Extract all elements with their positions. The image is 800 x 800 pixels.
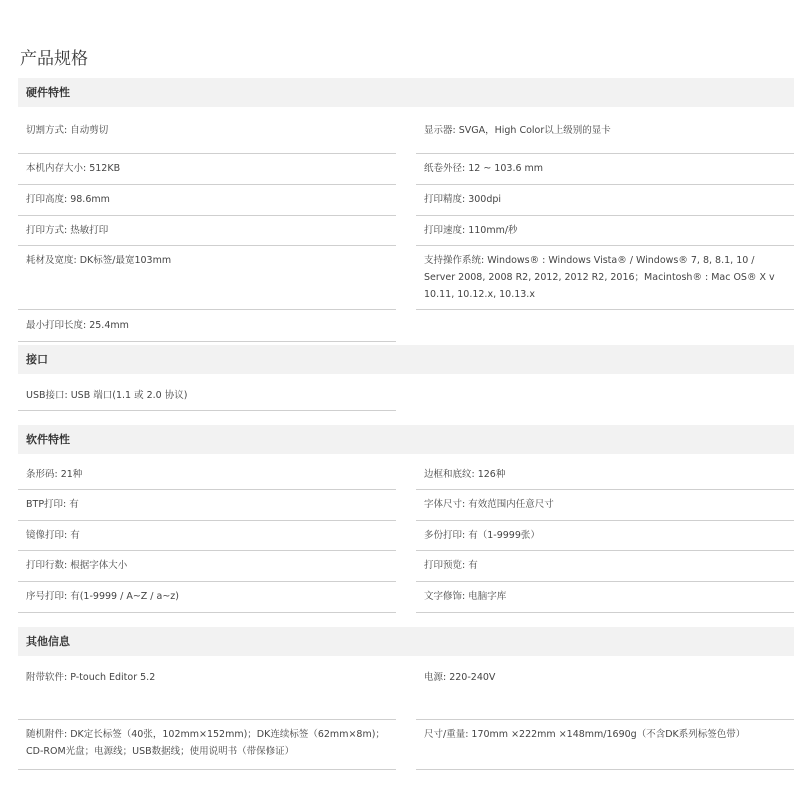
section-header-other: 其他信息 <box>18 627 794 656</box>
spec-item: 最小打印长度: 25.4mm <box>18 310 396 342</box>
spec-item: 字体尺寸: 有效范围内任意尺寸 <box>416 490 794 521</box>
spec-item: 切割方式: 自动剪切 <box>18 107 396 154</box>
spec-item: 支持操作系统: Windows® : Windows Vista® / Windows® 7, 8, 8.1, 10 / Server 2008, 2008 R2, 2012, 2012 R2, 2016；Macintosh® : Mac OS® X v 10.11, 10.12.x, 10.13.x <box>416 246 794 310</box>
spec-item: 显示器: SVGA，High Color以上级别的显卡 <box>416 107 794 154</box>
section-header-interface: 接口 <box>18 345 794 374</box>
spec-item: 打印方式: 热敏打印 <box>18 216 396 246</box>
spec-item: 条形码: 21种 <box>18 454 396 490</box>
spec-item: 多份打印: 有（1-9999张） <box>416 521 794 551</box>
spec-item: 边框和底纹: 126种 <box>416 454 794 490</box>
spec-item: 镜像打印: 有 <box>18 521 396 551</box>
spec-item: 文字修饰: 电脑字库 <box>416 582 794 613</box>
spec-item: USB接口: USB 端口(1.1 或 2.0 协议) <box>18 374 396 411</box>
spec-item: 打印高度: 98.6mm <box>18 185 396 216</box>
spec-item: 耗材及宽度: DK标签/最宽103mm <box>18 246 396 310</box>
section-hardware <box>18 78 794 331</box>
spec-item: 打印精度: 300dpi <box>416 185 794 216</box>
spec-item: 纸卷外径: 12 ~ 103.6 mm <box>416 154 794 185</box>
spec-item: 打印速度: 110mm/秒 <box>416 216 794 246</box>
spec-item: 序号打印: 有(1-9999 / A~Z / a~z) <box>18 582 396 613</box>
section-header-hardware: 硬件特性 <box>18 78 794 107</box>
section-software <box>18 425 794 602</box>
page-title: 产品规格 <box>20 49 88 69</box>
spec-item: 打印预览: 有 <box>416 551 794 582</box>
spec-item: 本机内存大小: 512KB <box>18 154 396 185</box>
spec-item: 附带软件: P-touch Editor 5.2 <box>18 656 396 720</box>
section-other <box>18 627 794 757</box>
section-header-software: 软件特性 <box>18 425 794 454</box>
spec-item: 尺寸/重量: 170mm ×222mm ×148mm/1690g（不含DK系列标签色带） <box>416 720 794 770</box>
spec-item: 随机附件: DK定长标签（40张，102mm×152mm)；DK连续标签（62mm×8m)；CD-ROM光盘；电源线；USB数据线；使用说明书（带保修证） <box>18 720 396 770</box>
spec-item: 打印行数: 根据字体大小 <box>18 551 396 582</box>
spec-item: 电源: 220-240V <box>416 656 794 720</box>
section-interface <box>18 345 794 401</box>
spec-item: BTP打印: 有 <box>18 490 396 521</box>
